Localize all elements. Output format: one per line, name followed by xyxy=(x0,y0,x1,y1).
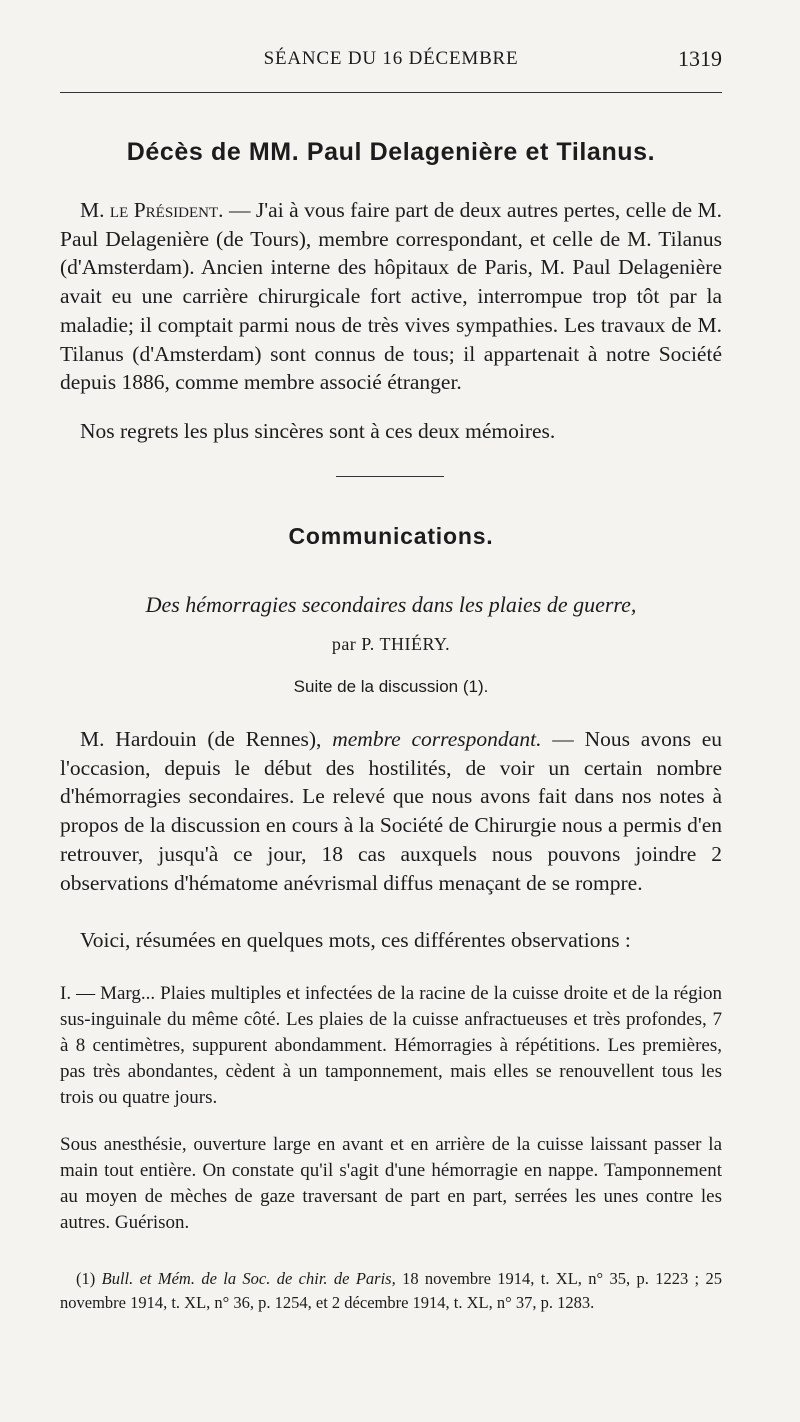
case-one-treatment: Sous anesthésie, ouverture large en avant et en arrière de la cuisse laissant passer la main tout entière. On constate qu'il s'agit d'une hémorragie en nappe. Tamponnement au moyen de mèches de gaze traversant de part en part, serrées les unes contre les autres. Guérison. xyxy=(60,1134,722,1233)
case-one-paragraph: I. — Marg... Plaies multiples et infectées de la racine de la cuisse droite et de la région sus-inguinale du même côté. Les plaies de la cuisse anfractueuses et très profondes, 7 à 8 centimètres, suppurent abondamment. Hémorragies à répétitions. Les premières, pas très abondantes, cèdent à un tamponnement, mais elles se renouvellent tous les trois ou quatre jours. xyxy=(60,983,722,1108)
footnote-references: 18 novembre 1914, t. XL, n° 35, p. 1223 ; 25 novembre 1914, t. XL, n° 36, p. 1254, et 2 décembre 1914, t. XL, n° 37, p. 1283. xyxy=(60,1269,722,1312)
footnote-journal: Bull. et Mém. de la Soc. de chir. de Paris, xyxy=(101,1269,396,1288)
hardouin-paragraph xyxy=(60,725,722,897)
page-number: 1319 xyxy=(678,46,722,71)
hardouin-role: membre correspondant. xyxy=(332,727,542,751)
deaths-paragraph-text: — J'ai à vous faire part de deux autres pertes, celle de M. Paul Delagenière (de Tours), membre correspondant, et celle de M. Tilanus (d'Amsterdam). Ancien interne des hôpitaux de Paris, M. Paul Delagenière avait eu une carrière chirurgicale fort active, interrompue trop tôt par la maladie; il comptait parmi nous de très vives sympathies. Les travaux de M. Tilanus (d'Amsterdam) sont connus de tous; il appartenait à notre Société depuis 1886, comme membre associé étranger. xyxy=(60,198,722,395)
running-head xyxy=(60,48,722,74)
hardouin-paragraph-text: — Nous avons eu l'occasion, depuis le début des hostilités, de voir un certain nombre d'hémorragies secondaires. Le relevé que nous avons fait dans nos notes à propos de la discussion en cours à la Société de Chirurgie nous a permis d'en retrouver, jusqu'à ce jour, 18 cas auxquels nous pouvons joindre 2 observations d'hématome anévrismal diffus menaçant de se rompre. xyxy=(60,727,723,895)
hardouin-origin: (de Rennes), xyxy=(207,727,322,751)
regrets-paragraph: Nos regrets les plus sincères sont à ces deux mémoires. xyxy=(80,419,556,443)
footnote xyxy=(60,1267,722,1315)
hardouin-speaker: M. Hardouin xyxy=(80,727,197,751)
footnote-marker: (1) xyxy=(76,1269,96,1288)
speaker-president: M. le Président. xyxy=(80,198,224,222)
section-title-communications: Communications. xyxy=(288,523,494,549)
article-byline: par P. THIÉRY. xyxy=(331,634,451,654)
section-title-deaths: Décès de MM. Paul Delagenière et Tilanus. xyxy=(126,138,656,166)
discussion-note: Suite de la discussion (1). xyxy=(293,677,489,696)
observations-intro: Voici, résumées en quelques mots, ces différentes observations : xyxy=(80,928,631,952)
deaths-paragraph xyxy=(60,196,722,397)
section-divider xyxy=(336,476,444,477)
article-title: Des hémorragies secondaires dans les plaies de guerre, xyxy=(145,592,637,617)
header-rule xyxy=(60,92,722,93)
running-title: SÉANCE DU 16 DÉCEMBRE xyxy=(263,48,519,69)
